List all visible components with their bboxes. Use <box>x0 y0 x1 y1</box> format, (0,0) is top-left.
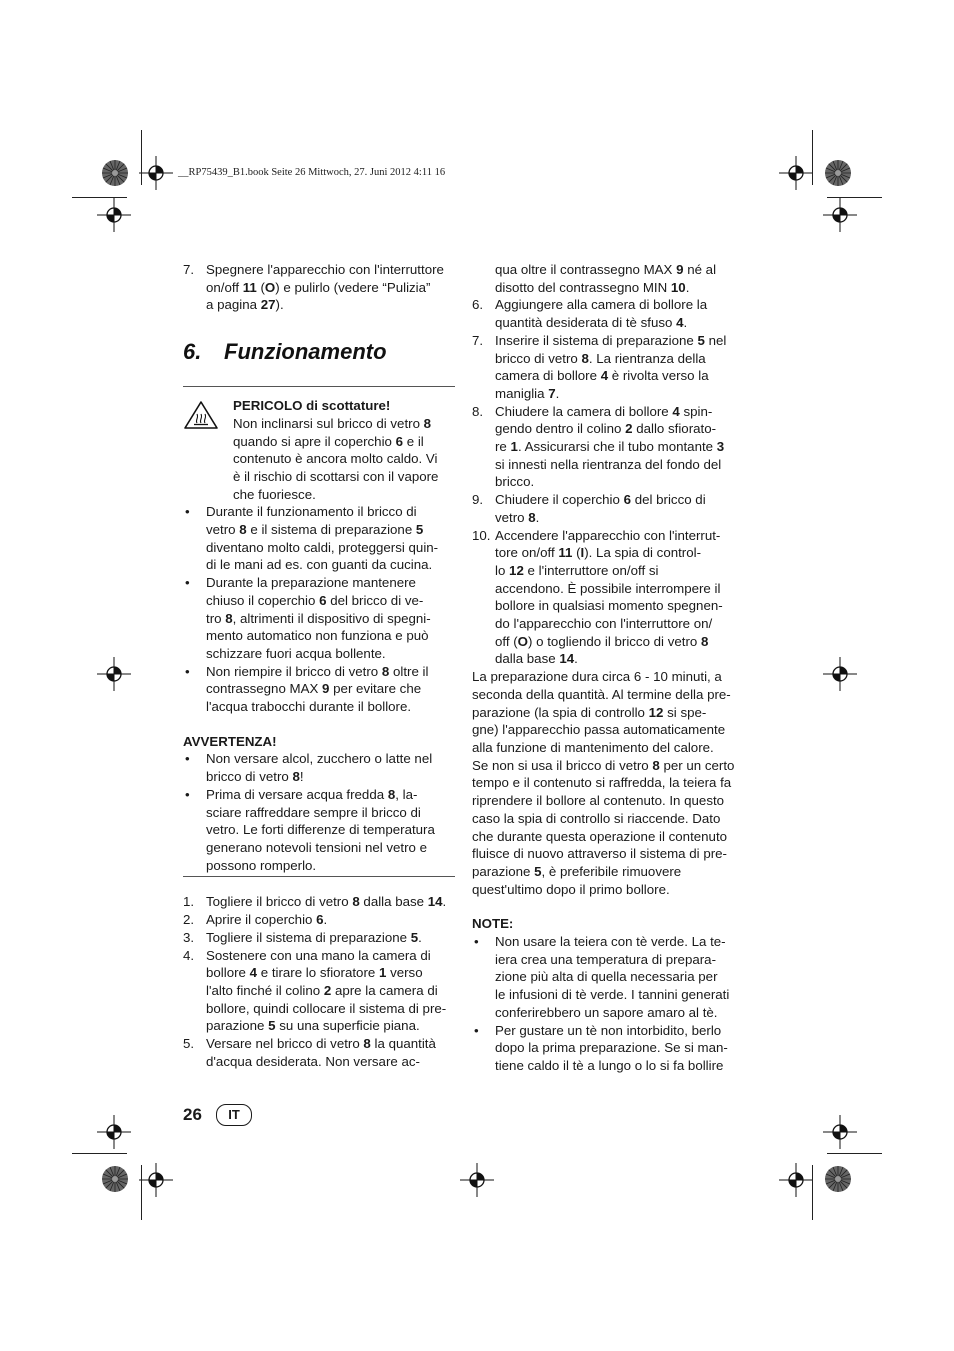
right-column <box>472 261 748 1075</box>
text-line: Chiudere la camera di bollore 4 spin- <box>495 403 713 419</box>
numbered-step <box>183 929 455 947</box>
numbered-step <box>183 947 455 1036</box>
danger-heading: PERICOLO di scottature! <box>233 398 391 414</box>
numbered-step <box>472 403 748 492</box>
step-number: 10. <box>472 527 491 543</box>
print-header-file-line: __RP75439_B1.book Seite 26 Mittwoch, 27. Juni 2012 4:11 16 <box>178 167 446 178</box>
text-line: off (O) o togliendo il bricco di vetro 8 <box>495 633 709 649</box>
numbered-step <box>472 491 748 526</box>
text-line: Durante la preparazione mantenere <box>206 575 416 591</box>
text-line: di le mani ad es. con guanti da cucina. <box>206 557 433 573</box>
text-line: sciare raffreddare sempre il bricco di <box>206 804 421 820</box>
crop-line <box>141 1165 142 1220</box>
text-line: che durante questa operazione il contenuto <box>472 828 728 844</box>
text-line: generano notevoli tensioni nel vetro e <box>206 839 428 855</box>
text-line: tore on/off 11 (I). La spia di control- <box>495 545 702 561</box>
page-number: 26 <box>183 1105 202 1124</box>
text-line: Versare nel bricco di vetro 8 la quantità <box>206 1036 436 1052</box>
text-line: riprendere il bollore al contenuto. In questo <box>472 793 725 809</box>
text-line: bollore 4 e tirare lo sfioratore 1 verso <box>206 965 423 981</box>
registration-crosshair-icon <box>459 1162 495 1198</box>
text-line: gne) l'apparecchio passa automaticamente <box>472 722 726 738</box>
text-line: Non riempire il bricco di vetro 8 oltre il <box>206 663 429 679</box>
bullet-item <box>183 750 455 785</box>
text-line: dalla base 14. <box>495 651 578 667</box>
text-line: do l'apparecchio con l'interruttore on/ <box>495 616 713 632</box>
text-line: vetro 8 e il sistema di preparazione 5 <box>206 522 424 538</box>
step-number: 5. <box>183 1036 195 1052</box>
step-number: 6. <box>472 297 484 313</box>
step-number: 7. <box>183 262 195 277</box>
text-line: Inserire il sistema di preparazione 5 nel <box>495 332 727 348</box>
text-line: che fuoriesce. <box>233 486 316 502</box>
text-line: Spegnere l'apparecchio con l'interruttore <box>206 262 444 277</box>
numbered-step <box>472 527 748 669</box>
text-line: qua oltre il contrassegno MAX 9 né al <box>495 262 717 277</box>
bullet-icon: • <box>185 504 190 520</box>
bullet-icon: • <box>185 575 190 591</box>
text-line: fluisce di nuovo attraverso il sistema di pre- <box>472 846 727 862</box>
step-number: 9. <box>472 492 484 508</box>
bullet-icon: • <box>185 751 190 767</box>
hot-surface-warning-icon <box>183 397 233 503</box>
step-number: 2. <box>183 912 195 928</box>
section-heading <box>183 332 455 372</box>
text-line: l'acqua trabocchi durante il bollore. <box>206 699 412 715</box>
text-line: maniglia 7. <box>495 385 560 401</box>
registration-crosshair-icon <box>822 1114 858 1150</box>
danger-notice <box>183 397 455 503</box>
text-line: on/off 11 (O) e pulirlo (vedere “Pulizia” <box>206 279 431 295</box>
numbered-step <box>472 332 748 403</box>
text-line: le infusioni di tè verde. I tannini generati <box>495 987 730 1003</box>
crop-line <box>812 130 813 185</box>
text-line: tempo e il contenuto si raffredda, la teiera fa <box>472 775 732 791</box>
text-line: quest'ultimo dopo il primo bollore. <box>472 881 670 897</box>
text-line: parazione (la spia di controllo 12 si spe- <box>472 704 707 720</box>
text-line: quando si apre il coperchio 6 e il <box>233 433 424 449</box>
text-line: Togliere il bricco di vetro 8 dalla base 14. <box>206 894 447 910</box>
text-line: Accendere l'apparecchio con l'interrut- <box>495 527 721 543</box>
text-line: l'alto finché il colino 2 apre la camera di <box>206 982 438 998</box>
bullet-item <box>183 574 455 663</box>
text-line: quantità desiderata di tè sfuso 4. <box>495 315 688 331</box>
text-line: La preparazione dura circa 6 - 10 minuti, a <box>472 669 722 685</box>
text-line: Sostenere con una mano la camera di <box>206 947 431 963</box>
text-line: bollore, quindi collocare il sistema di pre- <box>206 1000 447 1016</box>
text-line: Per gustare un tè non intorbidito, berlo <box>495 1022 722 1038</box>
bullet-item <box>183 663 455 716</box>
bullet-item <box>472 1022 748 1075</box>
warning-label: AVVERTENZA! <box>183 733 277 749</box>
language-badge: IT <box>216 1104 252 1126</box>
text-line: Se non si usa il bricco di vetro 8 per un certo <box>472 757 735 773</box>
text-line: vetro 8. <box>495 509 540 525</box>
text-line: Non inclinarsi sul bricco di vetro 8 <box>233 415 432 431</box>
crop-line <box>827 1153 882 1154</box>
step-number: 7. <box>472 332 484 348</box>
text-line: tro 8, altrimenti il dispositivo di spegni- <box>206 610 431 626</box>
step-number: 4. <box>183 947 195 963</box>
step-number: 3. <box>183 929 195 945</box>
step-number: 1. <box>183 894 195 910</box>
registration-crosshair-icon <box>138 1162 174 1198</box>
bullet-icon: • <box>185 663 190 679</box>
registration-crosshair-icon <box>96 197 132 233</box>
step-continuation <box>472 261 748 296</box>
text-line: Durante il funzionamento il bricco di <box>206 504 417 520</box>
numbered-step <box>183 911 455 929</box>
text-line: re 1. Assicurarsi che il tubo montante 3 <box>495 439 725 455</box>
text-line: contrassegno MAX 9 per evitare che <box>206 681 422 697</box>
registration-crosshair-icon <box>778 1162 814 1198</box>
text-line: mento automatico non funziona e può <box>206 628 429 644</box>
color-wheel-icon <box>822 1163 854 1195</box>
bullet-item <box>472 933 748 1022</box>
registration-crosshair-icon <box>138 155 174 191</box>
note-label: NOTE: <box>472 916 514 932</box>
color-wheel-icon <box>99 157 131 189</box>
text-line: contenuto è ancora molto caldo. Vi <box>233 451 438 467</box>
text-line: disotto del contrassegno MIN 10. <box>495 279 690 295</box>
text-line: Chiudere il coperchio 6 del bricco di <box>495 492 706 508</box>
text-line: conferirebbero un sapore amaro al tè. <box>495 1004 718 1020</box>
crop-line <box>141 130 142 185</box>
text-line: Prima di versare acqua fredda 8, la- <box>206 786 418 802</box>
text-line: è il rischio di scottarsi con il vapore <box>233 468 439 484</box>
text-line: Non versare alcol, zucchero o latte nel <box>206 751 433 767</box>
text-line: parazione 5 su una superficie piana. <box>206 1018 420 1034</box>
color-wheel-icon <box>99 1163 131 1195</box>
text-line: Togliere il sistema di preparazione 5. <box>206 929 422 945</box>
text-line: d'acqua desiderata. Non versare ac- <box>206 1053 420 1069</box>
text-line: zione più alta di quella necessaria per <box>495 969 718 985</box>
text-line: lo 12 e l'interruttore on/off si <box>495 562 659 578</box>
registration-crosshair-icon <box>822 197 858 233</box>
text-line: accendono. È possibile interrompere il <box>495 580 721 596</box>
numbered-step <box>472 296 748 331</box>
registration-crosshair-icon <box>96 656 132 692</box>
body-paragraph <box>472 668 748 898</box>
crop-line <box>72 197 127 198</box>
text-line: alla funzione di mantenimento del calore. <box>472 739 714 755</box>
registration-crosshair-icon <box>96 1114 132 1150</box>
text-line: dopo la prima preparazione. Se si man- <box>495 1040 728 1056</box>
danger-body <box>233 397 438 503</box>
crop-line <box>827 197 882 198</box>
bullet-icon: • <box>474 934 479 950</box>
text-line: si innesti nella rientranza del fondo del <box>495 456 722 472</box>
bullet-item <box>183 503 455 574</box>
divider <box>183 386 455 387</box>
section-number: 6. <box>183 339 202 365</box>
numbered-step <box>183 1035 455 1070</box>
step-text <box>206 261 444 314</box>
text-line: vetro. Le forti differenze di temperatura <box>206 822 435 838</box>
text-line: camera di bollore 4 è rivolta verso la <box>495 368 709 384</box>
left-column <box>183 261 455 1070</box>
text-line: diventano molto caldi, proteggersi quin- <box>206 539 439 555</box>
text-line: gendo dentro il colino 2 dallo sfiorato- <box>495 421 717 437</box>
text-line: Non usare la teiera con tè verde. La te- <box>495 934 726 950</box>
text-line: bricco di vetro 8. La rientranza della <box>495 350 706 366</box>
text-line: Aprire il coperchio 6. <box>206 912 328 928</box>
crop-line <box>72 1153 127 1154</box>
text-line: seconda della quantità. Al termine della pre- <box>472 686 731 702</box>
text-line: chiuso il coperchio 6 del bricco di ve- <box>206 592 424 608</box>
text-line: a pagina 27). <box>206 297 284 313</box>
numbered-step <box>183 893 455 911</box>
numbered-step <box>183 261 455 314</box>
text-line: bricco. <box>495 474 535 490</box>
text-line: caso la spia di controllo si riaccende. Dato <box>472 810 721 826</box>
bullet-item <box>183 786 455 875</box>
bullet-icon: • <box>474 1022 479 1038</box>
text-line: Aggiungere alla camera di bollore la <box>495 297 708 313</box>
text-line: iera crea una temperatura di prepara- <box>495 951 716 967</box>
text-line: parazione 5, è preferibile rimuovere <box>472 863 682 879</box>
bullet-icon: • <box>185 786 190 802</box>
text-line: schizzare fuori acqua bollente. <box>206 645 386 661</box>
section-title: Funzionamento <box>224 339 387 365</box>
registration-crosshair-icon <box>822 656 858 692</box>
crop-line <box>812 1165 813 1220</box>
color-wheel-icon <box>822 157 854 189</box>
text-line: bricco di vetro 8! <box>206 769 304 785</box>
text-line: tiene caldo il tè a lungo o lo si fa bollire <box>495 1057 724 1073</box>
registration-crosshair-icon <box>778 155 814 191</box>
text-line: possono romperlo. <box>206 857 317 873</box>
text-line: bollore in qualsiasi momento spegnen- <box>495 598 723 614</box>
step-number: 8. <box>472 403 484 419</box>
